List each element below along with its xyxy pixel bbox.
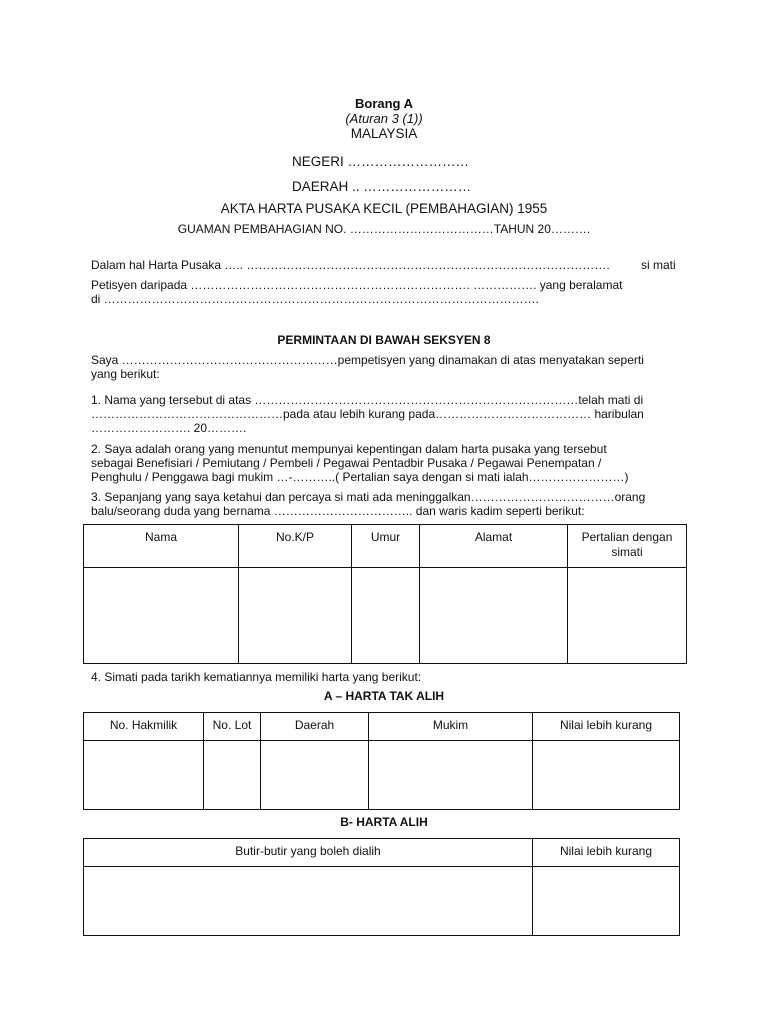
heirs-header-age: Umur xyxy=(352,525,420,568)
district-field[interactable]: DAERAH .. …………………… xyxy=(292,179,472,194)
movable-header-value: Nilai lebih kurang xyxy=(533,839,680,867)
immovable-cell-lot-no[interactable] xyxy=(204,741,261,810)
heirs-header-relationship: Pertalian dengan simati xyxy=(568,525,687,568)
statement-line-1[interactable]: Saya ………………………………………………pempetisyen yang dinamakan di atas menyatakan seperti xyxy=(91,353,644,367)
form-title: Borang A xyxy=(354,96,414,111)
case-number-field[interactable]: GUAMAN PEMBAHAGIAN NO. ………………………………TAHUN 20………. xyxy=(177,222,591,236)
immovable-header-lot-no: No. Lot xyxy=(204,713,261,741)
movable-cell-details[interactable] xyxy=(84,867,533,936)
heirs-cell-name[interactable] xyxy=(84,568,239,664)
item1-line-2[interactable]: …………………………………………pada atau lebih kurang pada………………………………… haribulan xyxy=(91,407,644,421)
estate-line[interactable]: Dalam hal Harta Pusaka ….. ………………………………………………………………………………. xyxy=(91,258,610,272)
item1-line-1[interactable]: 1. Nama yang tersebut di atas ………………………………………………………………………telah mati di xyxy=(91,393,644,407)
country: MALAYSIA xyxy=(350,126,418,141)
movable-cell-value[interactable] xyxy=(533,867,680,936)
immovable-property-table xyxy=(83,712,680,810)
movable-header-details: Butir-butir yang boleh dialih xyxy=(84,839,533,867)
petitioner-line[interactable]: Petisyen daripada ……………………………………………………………. ……………. yang beralamat xyxy=(91,278,623,292)
act-title: AKTA HARTA PUSAKA KECIL (PEMBAHAGIAN) 1955 xyxy=(220,201,548,216)
immovable-header-district: Daerah xyxy=(261,713,369,741)
heirs-cell-ic[interactable] xyxy=(239,568,352,664)
item2-line-2: sebagai Benefisiari / Pemiutang / Pembeli / Pegawai Pentadbir Pusaka / Pegawai Penempatan / xyxy=(91,456,602,470)
item2-line-3[interactable]: Penghulu / Penggawa bagi mukim …-………..( Pertalian saya dengan si mati ialah……………………) xyxy=(91,470,629,484)
item1-line-3[interactable]: ……………………. 20………. xyxy=(91,421,247,435)
heirs-cell-relationship[interactable] xyxy=(568,568,687,664)
address-line[interactable]: di ………………………………………………………………………………………………. xyxy=(91,292,540,306)
immovable-cell-title-no[interactable] xyxy=(84,741,204,810)
item4: 4. Simati pada tarikh kematiannya memiliki harta yang berikut: xyxy=(91,670,422,684)
statement-line-2: yang berikut: xyxy=(91,367,160,381)
rule-reference: (Aturan 3 (1)) xyxy=(345,111,423,126)
heirs-table xyxy=(83,524,687,664)
section-b-title: B- HARTA ALIH xyxy=(340,815,428,829)
heirs-header-name: Nama xyxy=(84,525,239,568)
immovable-cell-mukim[interactable] xyxy=(369,741,533,810)
heirs-header-ic: No.K/P xyxy=(239,525,352,568)
deceased-label: si mati xyxy=(641,258,676,272)
item3-line-2[interactable]: balu/seorang duda yang bernama …………………………….. dan waris kadim seperti berikut: xyxy=(91,504,585,518)
immovable-header-value: Nilai lebih kurang xyxy=(533,713,680,741)
movable-property-table xyxy=(83,838,680,936)
section-title: PERMINTAAN DI BAWAH SEKSYEN 8 xyxy=(277,333,491,347)
heirs-cell-age[interactable] xyxy=(352,568,420,664)
immovable-cell-district[interactable] xyxy=(261,741,369,810)
item3-line-1[interactable]: 3. Sepanjang yang saya ketahui dan percaya si mati ada meninggalkan………………………………orang xyxy=(91,490,646,504)
heirs-cell-address[interactable] xyxy=(420,568,568,664)
section-a-title: A – HARTA TAK ALIH xyxy=(323,689,445,703)
immovable-cell-value[interactable] xyxy=(533,741,680,810)
state-field[interactable]: NEGERI ……………………… xyxy=(292,154,470,169)
immovable-header-title-no: No. Hakmilik xyxy=(84,713,204,741)
immovable-header-mukim: Mukim xyxy=(369,713,533,741)
heirs-header-address: Alamat xyxy=(420,525,568,568)
item2-line-1: 2. Saya adalah orang yang menuntut mempunyai kepentingan dalam harta pusaka yang tersebut xyxy=(91,442,607,456)
